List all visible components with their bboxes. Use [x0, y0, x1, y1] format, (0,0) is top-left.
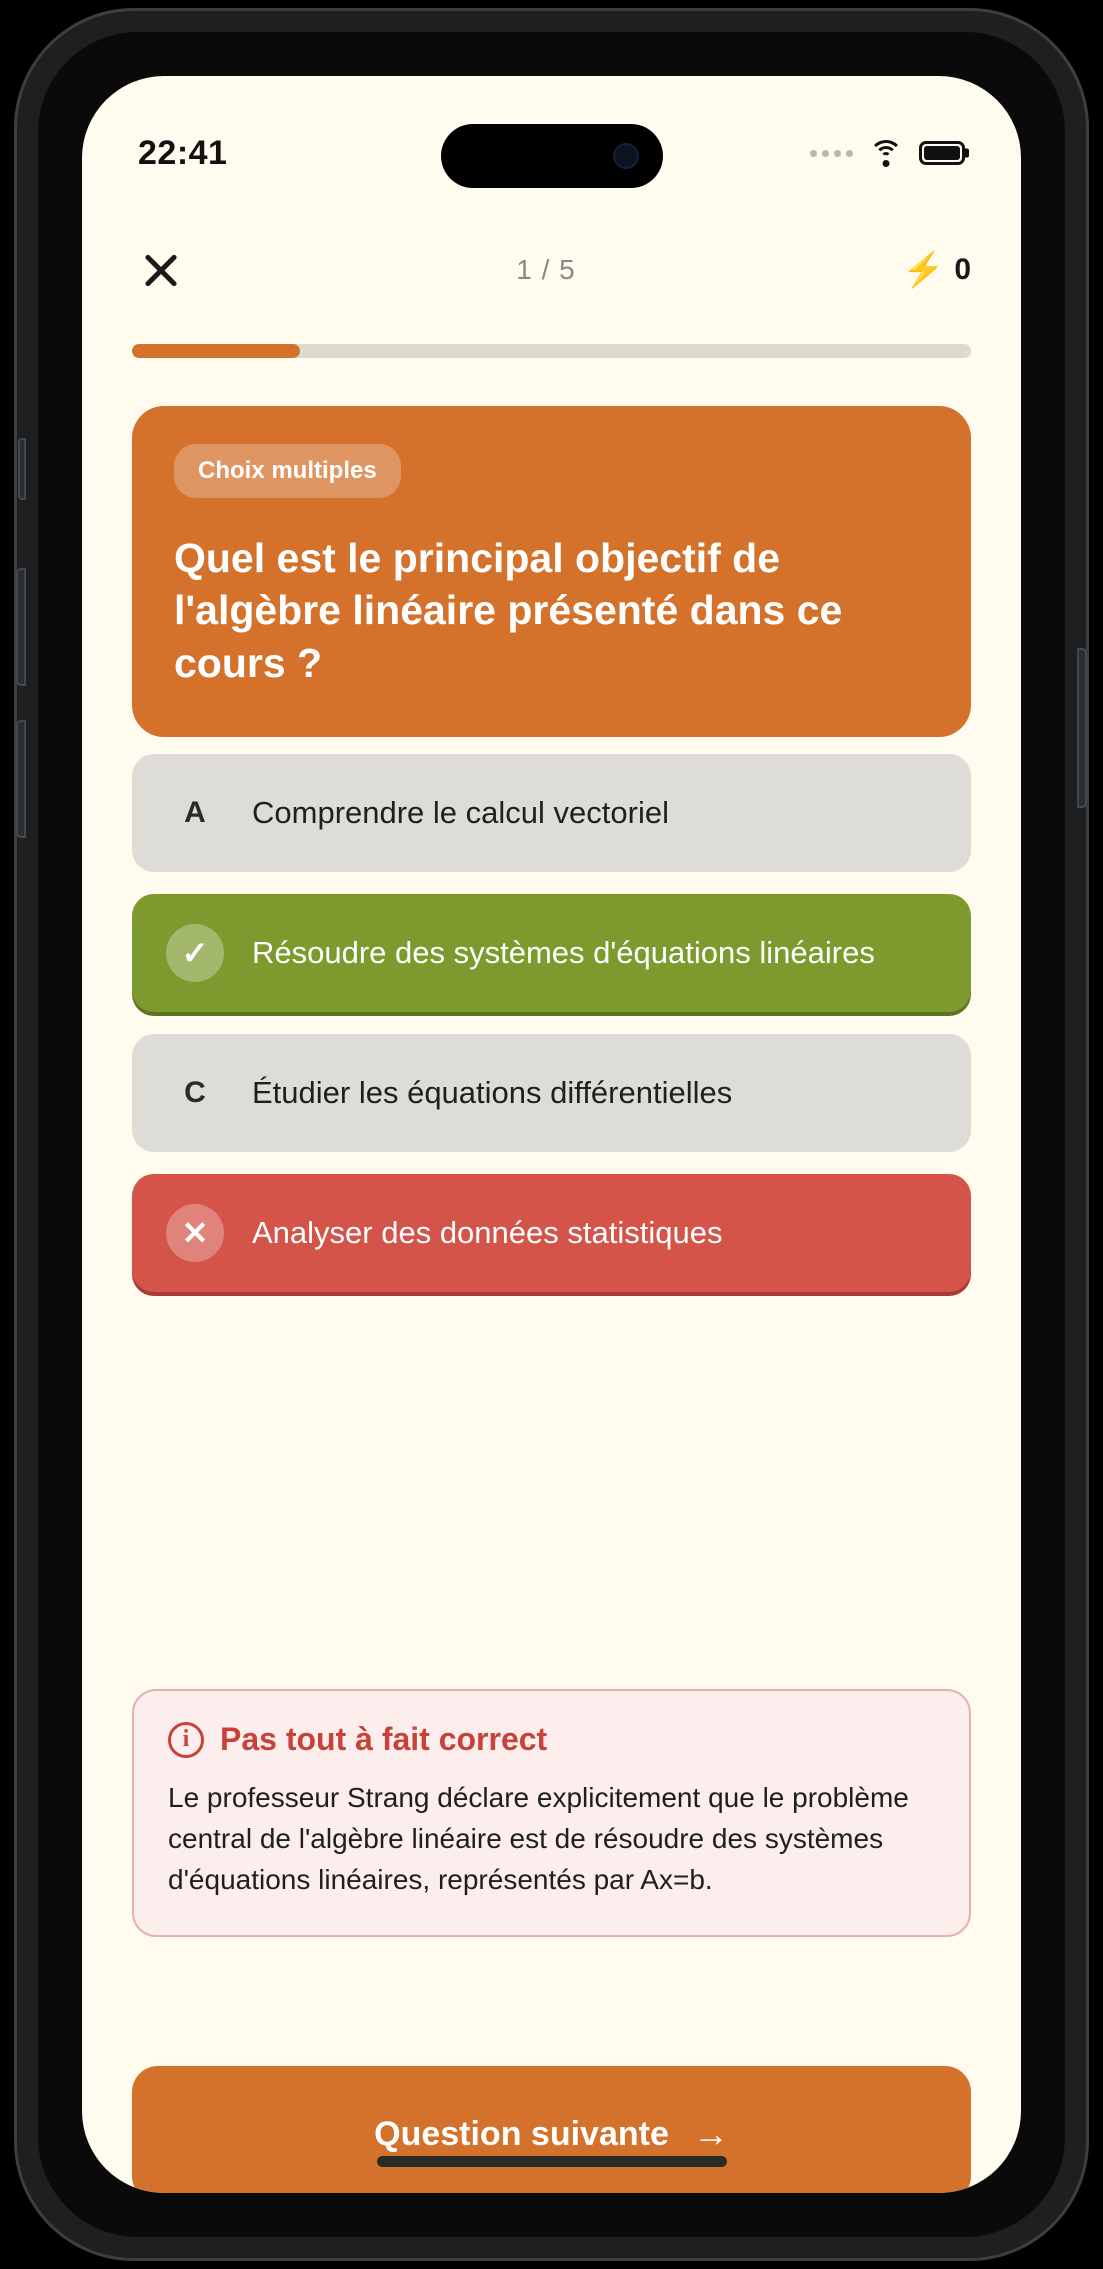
answer-option-c[interactable] [132, 1034, 971, 1152]
phone-screen [82, 76, 1021, 2193]
answer-marker-a: A [184, 796, 206, 829]
answer-option-a[interactable] [132, 754, 971, 872]
silent-switch[interactable] [18, 438, 26, 500]
question-text: Quel est le principal objectif de l'algèbre linéaire présenté dans ce cours ? [174, 535, 843, 686]
progress-bar [132, 344, 971, 358]
question-card [132, 406, 971, 737]
next-question-label: Question suivante [374, 2114, 669, 2153]
home-indicator[interactable] [377, 2156, 727, 2167]
question-type-badge: Choix multiples [174, 444, 401, 498]
feedback-body: Le professeur Strang déclare explicitement que le problème central de l'algèbre linéaire est de résoudre des systèmes d'équations linéaires, représentés par Ax=b. [168, 1782, 909, 1895]
phone-bezel [38, 32, 1065, 2237]
answer-marker-c: C [184, 1076, 206, 1109]
app-header [82, 224, 1021, 316]
cross-icon: ✕ [166, 1204, 224, 1262]
info-circle-icon: i [168, 1722, 204, 1758]
volume-up-button[interactable] [16, 568, 26, 686]
dynamic-island [441, 124, 663, 188]
wifi-icon [869, 140, 903, 166]
volume-down-button[interactable] [16, 720, 26, 838]
front-camera-icon [613, 143, 639, 169]
answer-option-d[interactable] [132, 1174, 971, 1292]
phone-frame [14, 8, 1089, 2261]
xp-value: 0 [954, 253, 971, 286]
progress-bar-fill [132, 344, 300, 358]
answer-label-d: Analyser des données statistiques [252, 1215, 723, 1251]
check-icon: ✓ [166, 924, 224, 982]
question-counter: 1 / 5 [516, 254, 576, 285]
answer-label-b: Résoudre des systèmes d'équations linéaires [252, 935, 875, 971]
bolt-icon: ⚡ [901, 251, 945, 289]
feedback-title: Pas tout à fait correct [220, 1721, 548, 1757]
next-question-button[interactable] [132, 2066, 971, 2193]
status-icons [810, 140, 965, 166]
feedback-header [168, 1721, 935, 1758]
battery-full-icon [919, 141, 965, 165]
power-button[interactable] [1077, 648, 1087, 808]
close-icon[interactable] [132, 241, 190, 299]
answer-list [132, 754, 971, 1292]
signal-dots-icon [810, 150, 853, 157]
answer-label-a: Comprendre le calcul vectoriel [252, 795, 669, 831]
answer-label-c: Étudier les équations différentielles [252, 1075, 733, 1111]
answer-option-b[interactable] [132, 894, 971, 1012]
arrow-right-icon: → [692, 2113, 729, 2154]
status-time: 22:41 [138, 133, 228, 172]
xp-counter [902, 253, 971, 287]
feedback-panel [132, 1689, 971, 1937]
